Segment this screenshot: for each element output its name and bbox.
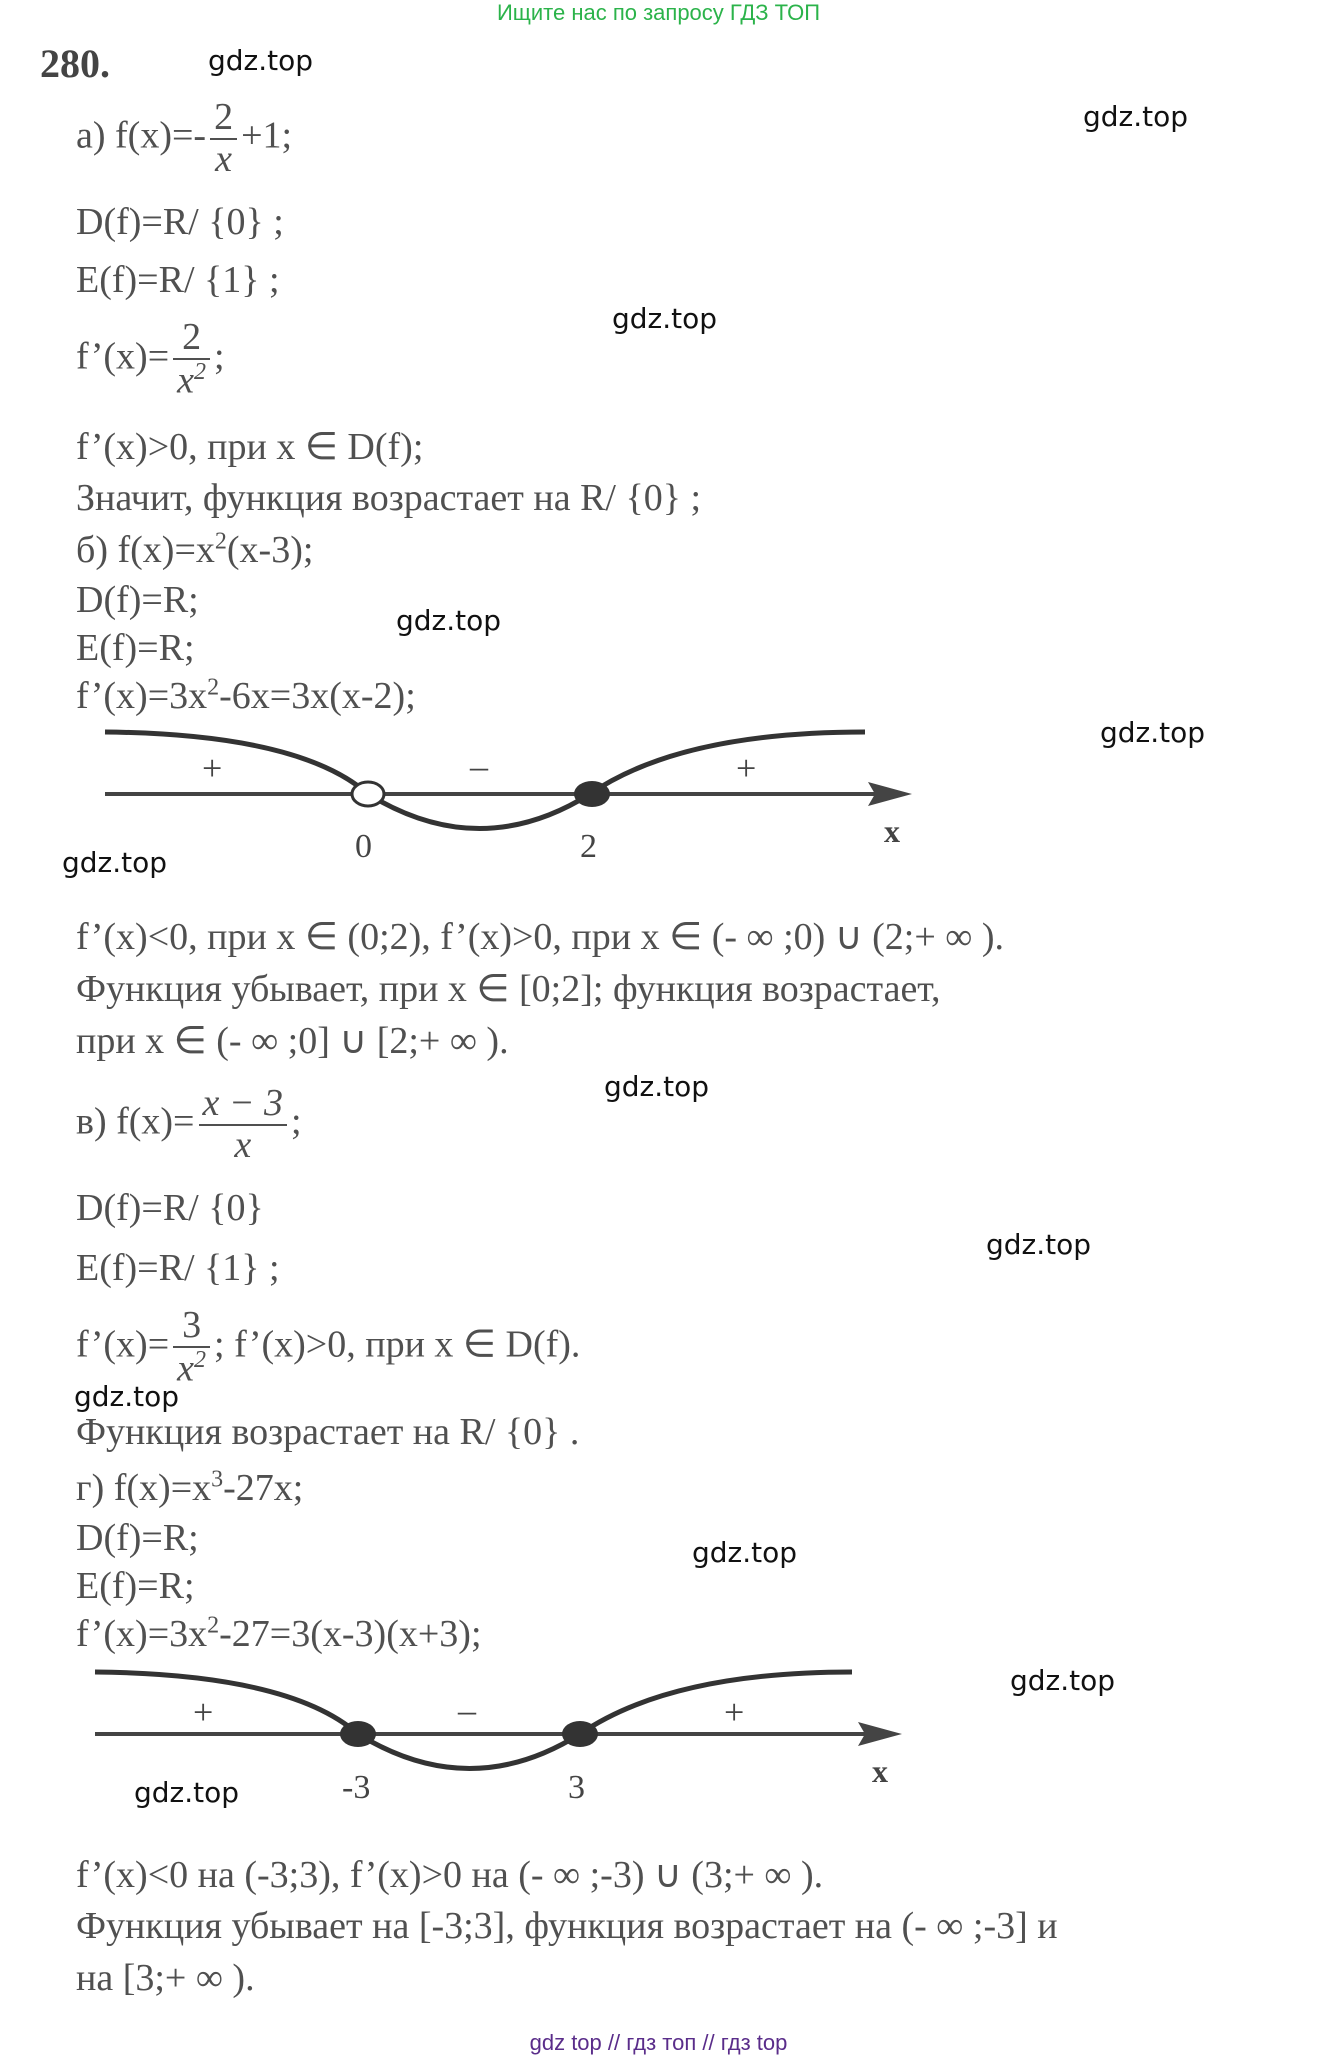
part-a-conclusion: Значит, функция возрастает на R/ {0} ; (76, 477, 702, 519)
watermark: gdz.top (692, 1536, 798, 1569)
part-g-domain: D(f)=R; (76, 1517, 199, 1559)
point-label: 3 (568, 1769, 585, 1806)
point-label: 0 (355, 828, 372, 865)
watermark: gdz.top (1100, 716, 1206, 749)
part-b-domain: D(f)=R; (76, 579, 199, 621)
top-banner[interactable]: Ищите нас по запросу ГДЗ ТОП (496, 0, 821, 25)
watermark: gdz.top (74, 1380, 180, 1413)
point-label: 2 (580, 828, 597, 865)
part-g-function: г) $f(x)=x^3-27x$; (76, 1466, 304, 1509)
sign-curve (105, 732, 368, 794)
sign-diagram-1 (0, 718, 960, 868)
sign-curve (358, 1734, 580, 1769)
closed-point (340, 1721, 376, 1747)
watermark: gdz.top (986, 1228, 1092, 1261)
part-b-derivative: $f’(x)=3x^2-6x=3x(x-2)$; (76, 674, 416, 717)
part-b-intervals: f’(x)<0, при x ∈ (0;2), f’(x)>0, при x ∈ (- ∞ ;0) ∪ (2;+ ∞ ). (76, 916, 1005, 958)
part-v-domain: D(f)=R/ {0} (76, 1187, 264, 1229)
watermark: gdz.top (134, 1776, 240, 1809)
closed-point (574, 781, 610, 807)
problem-number: 280. (40, 41, 110, 86)
fraction: $\frac{2}{x^2}$ (173, 318, 210, 401)
fraction: $\frac{x - 3}{x}$ (199, 1084, 288, 1166)
fraction: $\frac{3}{x^2}$ (173, 1306, 210, 1389)
footer-links[interactable]: gdz top // гдз топ // гдз top (529, 2030, 788, 2055)
sign-diagram-2 (0, 1658, 960, 1808)
part-a-range: E(f)=R/ {1} ; (76, 259, 280, 301)
sign-curve (590, 732, 865, 794)
part-g-intervals: f’(x)<0 на (-3;3), f’(x)>0 на (- ∞ ;-3) ∪ (3;+ ∞ ). (76, 1854, 824, 1896)
watermark: gdz.top (208, 44, 314, 77)
watermark: gdz.top (1083, 100, 1189, 133)
sign-plus: + (193, 1692, 214, 1732)
sign-plus: + (202, 748, 223, 788)
part-g-range: E(f)=R; (76, 1565, 195, 1607)
part-v-conclusion: Функция возрастает на R/ {0} . (76, 1411, 580, 1453)
fraction: $\frac{2}{x}$ (210, 98, 237, 180)
part-v-range: E(f)=R/ {1} ; (76, 1247, 280, 1289)
part-a-function: а) f(x)=- $\frac{2}{x}$ +1; (76, 96, 293, 180)
watermark: gdz.top (1010, 1664, 1116, 1697)
sign-curve (95, 1672, 358, 1734)
part-b-conclusion: Функция убывает, при x ∈ [0;2]; функция возрастает, (76, 968, 941, 1010)
sign-minus: – (458, 1690, 476, 1730)
part-b-range: E(f)=R; (76, 627, 195, 669)
part-g-conclusion: Функция убывает на [-3;3], функция возрастает на (- ∞ ;-3] и (76, 1905, 1058, 1947)
sign-minus: – (470, 746, 488, 786)
axis-label: x (884, 813, 900, 849)
axis-label: x (872, 1753, 888, 1789)
part-v-function: в) f(x)= $\frac{x - 3}{x}$ ; (76, 1082, 302, 1166)
part-v-derivative: f’(x)= $\frac{3}{x^2}$ ; f’(x)>0, при x ∈ D(f). (76, 1304, 581, 1390)
watermark: gdz.top (62, 846, 168, 879)
part-g-conclusion-cont: на [3;+ ∞ ). (76, 1957, 255, 1999)
point-label: -3 (342, 1769, 371, 1806)
part-a-derivative: f’(x)= $\frac{2}{x^2}$ ; (76, 316, 225, 402)
watermark: gdz.top (612, 302, 718, 335)
part-b-conclusion-cont: при x ∈ (- ∞ ;0] ∪ [2;+ ∞ ). (76, 1020, 509, 1062)
part-g-derivative: $f’(x)=3x^2-27=3(x-3)(x+3)$; (76, 1612, 482, 1655)
sign-plus: + (724, 1692, 745, 1732)
watermark: gdz.top (396, 604, 502, 637)
sign-curve (580, 1672, 852, 1734)
part-a-domain: D(f)=R/ {0} ; (76, 201, 284, 243)
closed-point (562, 1721, 598, 1747)
sign-curve (368, 794, 590, 829)
part-a-sign: f’(x)>0, при x ∈ D(f); (76, 426, 424, 468)
open-point (352, 782, 384, 806)
part-b-function: б) $f(x)=x^2(x-3)$; (76, 528, 314, 571)
sign-plus: + (736, 748, 757, 788)
watermark: gdz.top (604, 1070, 710, 1103)
